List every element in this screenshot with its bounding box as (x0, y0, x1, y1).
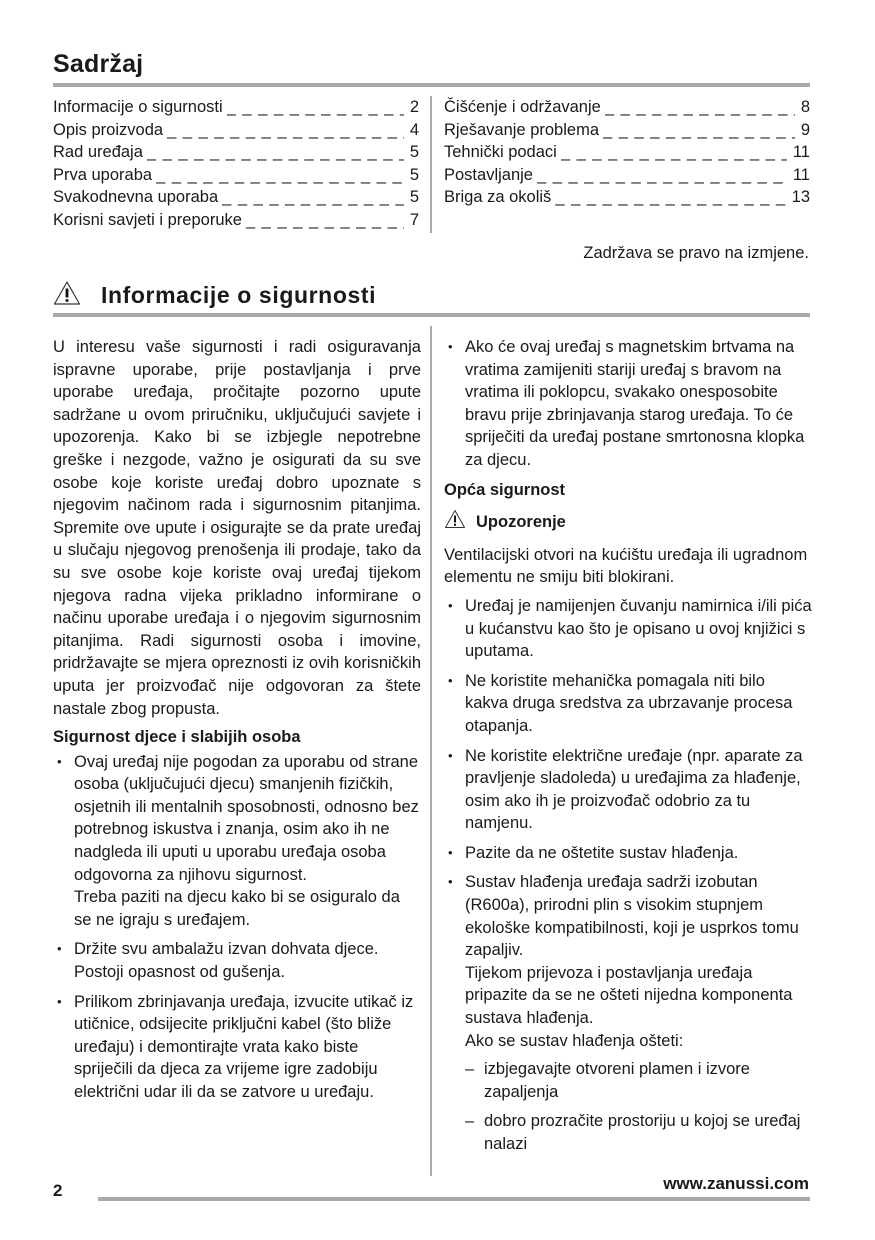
list-item-extra: Tijekom prijevoza i postavljanja uređaja pripazite da se ne ošteti nijedna komponenta sustava hlađenja. (465, 963, 793, 1028)
toc-entry[interactable] (53, 186, 419, 209)
warning-triangle-icon (444, 509, 466, 536)
footer-rule (98, 1197, 810, 1201)
toc-entry[interactable] (53, 96, 419, 119)
toc-entry-page: 5 (409, 143, 419, 162)
toc-entry-page: 11 (792, 143, 810, 162)
toc-entry-page: 13 (791, 188, 810, 207)
toc-entry[interactable] (53, 164, 419, 187)
warning-text: Ventilacijski otvori na kućištu uređaja ili ugradnom elementu ne smiju biti blokirani. (444, 545, 808, 587)
toc-entry-label: Prva uporaba (53, 165, 153, 184)
toc-entry-page: 2 (409, 98, 419, 116)
toc-entry-label: Postavljanje (444, 165, 533, 184)
warning-callout (444, 509, 812, 536)
toc-entry-label: Opis proizvoda (53, 120, 164, 139)
door-lock-list (444, 336, 812, 472)
toc-entry-page: 11 (792, 165, 810, 184)
list-item (444, 336, 812, 472)
website-link[interactable]: www.zanussi.com (663, 1174, 809, 1193)
toc-left-column (53, 96, 419, 232)
toc-title-rule (53, 83, 810, 87)
section-heading (53, 280, 376, 311)
toc-entry-label: Korisni savjeti i preporuke (53, 210, 242, 229)
list-item-text: Sustav hlađenja uređaja sadrži izobutan (R600a), prirodni plin s visokim stupnjem ekološke kompatibilnosti, koji je usprkos tomu zapaljiv. (465, 873, 799, 960)
list-item-text: Uređaj je namijenjen čuvanju namirnica i/ili pića u kućanstvu kao što je opisano u ovoj knjižici s uputama. (465, 596, 812, 661)
toc-entry[interactable] (444, 96, 810, 119)
warning-triangle-icon (53, 280, 81, 311)
list-item-text: Ne koristite električne uređaje (npr. aparate za pravljenje sladoleda) u uređajima za hlađenje, osim ako ih je proizvođač odobrio za tu namjenu. (465, 746, 803, 833)
section-title-rule (53, 313, 810, 317)
toc-leader (603, 119, 795, 142)
toc-leader (222, 186, 404, 209)
list-item-text: Držite svu ambalažu izvan dohvata djece. Postoji opasnost od gušenja. (74, 940, 379, 982)
toc-entry[interactable] (53, 141, 419, 164)
toc-entry-label: Čišćenje i održavanje (444, 98, 601, 116)
disclaimer-text: Zadržava se pravo na izmjene. (583, 244, 809, 262)
list-item-text: Prilikom zbrinjavanja uređaja, izvucite utikač iz utičnice, odsijecite priključni kabel (što bliže uređaju) i demontirajte vrata kako biste spriječili da djeca za vrijeme igre zadobiju električni udar ili da se zatvore u uređaju. (74, 992, 414, 1101)
children-safety-list (53, 751, 421, 1104)
toc-leader (537, 164, 787, 187)
toc-entry[interactable] (444, 186, 810, 209)
children-safety-heading: Sigurnost djece i slabijih osoba (53, 728, 301, 747)
intro-paragraph: U interesu vaše sigurnosti i radi osiguravanja ispravne uporabe, prije postavljanja i prve uporabe uređaja, pročitajte pozorno upute sadržane u ovom priručniku, uključujući savjete i upozorenja. Kako bi se izbjegle nepotrebne greške i nezgode, važno je osigurati da su sve osobe koje koriste uređaj dobro upoznate s njegovim načinom rada i sigurnosnim pitanjima. Spremite ove upute i osigurajte se da prate uređaj u slučaju njegovog prenošenja ili prodaje, tako da su sve osobe koje koriste ovaj uređaj tijekom njegova radna vijeka prikladno informirane o načinu uporabe uređaja i o njegovim sigurnosnim pitanjima. Radi sigurnosti osoba i imovine, pridržavajte se mjera opreznosti iz ovih korisničkih uputa jer proizvođač nije odgovoran za štete nastale zbog propusta. (53, 338, 421, 718)
damage-actions-list (465, 1058, 812, 1155)
toc-entry-label: Briga za okoliš (444, 188, 552, 207)
toc-entry[interactable] (444, 141, 810, 164)
toc-leader (147, 141, 404, 164)
list-item-extra: Ako se sustav hlađenja ošteti: (465, 1031, 684, 1050)
list-item (53, 751, 421, 932)
list-item (444, 745, 812, 835)
toc-entry[interactable] (444, 164, 810, 187)
toc-entry-label: Svakodnevna uporaba (53, 188, 219, 207)
toc-entry[interactable] (53, 119, 419, 142)
list-item (444, 670, 812, 738)
toc-entry[interactable] (53, 209, 419, 232)
toc-leader (605, 96, 795, 119)
toc-entry-page: 5 (409, 188, 419, 207)
toc-entry-label: Rad uređaja (53, 143, 143, 162)
list-item-text: Ne koristite mehanička pomagala niti bilo kakva druga sredstva za ubrzavanje procesa otapanja. (465, 671, 793, 735)
section-title: Informacije o sigurnosti (101, 282, 377, 308)
toc-leader (156, 164, 404, 187)
list-item (444, 871, 812, 1155)
right-column (444, 336, 812, 1163)
toc-entry-page: 9 (800, 120, 810, 139)
left-column (53, 336, 421, 1111)
list-item-text: Ovaj uređaj nije pogodan za uporabu od strane osoba (uključujući djecu) smanjenih fizičkih, osjetnih ili mentalnih sposobnosti, odnosno bez potrebnog iskustva i znanja, osim ako ih ne nadgleda ili uputi u uporabu uređaja osoba odgovorna za njihovu sigurnost. (74, 752, 419, 884)
toc-leader (246, 209, 404, 232)
toc-column-divider (430, 96, 432, 233)
toc-entry-label: Rješavanje problema (444, 120, 600, 139)
toc-entry-label: Informacije o sigurnosti (53, 98, 223, 116)
list-item (53, 938, 421, 983)
toc-title: Sadržaj (53, 50, 144, 78)
list-item-extra: Treba paziti na djecu kako bi se osiguralo da se ne igraju s uređajem. (74, 888, 400, 929)
toc-entry-page: 7 (409, 210, 419, 229)
toc-entry-label: Tehnički podaci (444, 143, 557, 162)
toc-leader (167, 119, 404, 142)
list-item (444, 595, 812, 663)
dash-item: – dobro prozračite prostoriju u kojoj se uređaj nalazi (465, 1110, 812, 1155)
general-safety-list (444, 595, 812, 1156)
list-item-text: Pazite da ne oštetite sustav hlađenja. (465, 843, 739, 862)
toc-entry[interactable] (444, 119, 810, 142)
general-safety-heading: Opća sigurnost (444, 480, 566, 499)
toc-leader (555, 186, 785, 209)
warning-label: Upozorenje (476, 513, 566, 532)
list-item (53, 991, 421, 1104)
toc-entry-page: 5 (409, 165, 419, 184)
toc-leader (561, 141, 787, 164)
toc-entry-page: 8 (800, 98, 810, 116)
dash-item: – izbjegavajte otvoreni plamen i izvore zapaljenja (465, 1058, 812, 1103)
toc-leader (227, 96, 404, 119)
toc-right-column (444, 96, 810, 209)
page-number: 2 (53, 1181, 63, 1200)
list-item (444, 842, 812, 865)
toc-entry-page: 4 (409, 120, 419, 139)
body-column-divider (430, 326, 432, 1176)
list-item-text: Ako će ovaj uređaj s magnetskim brtvama na vratima zamijeniti stariji uređaj s bravom na vratima ili poklopcu, svakako onesposobite bravu prije zbrinjavanja starog uređaja. To će spriječiti da uređaj postane smrtonosna klopka za djecu. (465, 338, 805, 469)
